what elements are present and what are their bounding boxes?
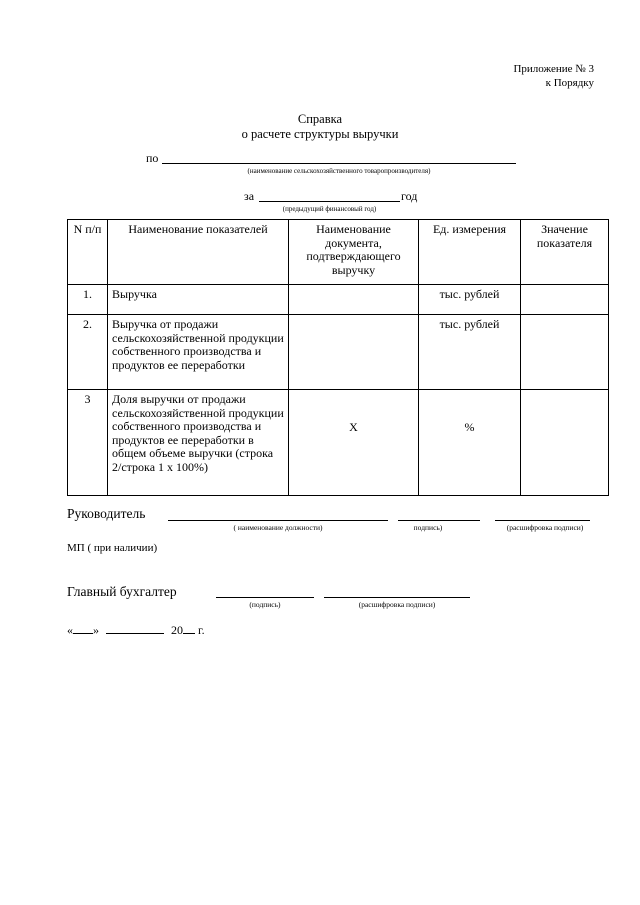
date-year-field[interactable]	[183, 623, 195, 634]
producer-prefix: по	[146, 151, 159, 165]
accountant-label: Главный бухгалтер	[67, 584, 177, 599]
row-2-value[interactable]	[521, 315, 609, 390]
row-1-unit: тыс. рублей	[419, 285, 521, 315]
table-row	[68, 390, 609, 496]
head-decode-caption: (расшифровка подписи)	[506, 523, 584, 532]
row-1-value[interactable]	[521, 285, 609, 315]
date-open-quote: «	[67, 623, 73, 637]
head-signature-line[interactable]	[398, 520, 480, 521]
appendix-line-1: Приложение № 3	[513, 63, 594, 75]
row-3-name: Доля выручки от продажи сельскохозяйственной продукции собственного производства и продуктов ее переработки в общем объеме выручки (строка 2/строка 1 х 100%)	[108, 390, 289, 496]
row-3-doc: Х	[289, 390, 419, 496]
header-num: N п/п	[68, 220, 108, 285]
row-3-unit: %	[419, 390, 521, 496]
row-2-num: 2.	[68, 315, 108, 390]
table-row	[68, 285, 609, 315]
row-1-name: Выручка	[108, 285, 289, 315]
head-position-line[interactable]	[168, 520, 388, 521]
accountant-decode-line[interactable]	[324, 597, 470, 598]
document-title: Справка	[297, 112, 343, 126]
row-3-value[interactable]	[521, 390, 609, 496]
header-value: Значение показателя	[521, 220, 609, 285]
period-field-line[interactable]	[259, 201, 400, 202]
head-label: Руководитель	[67, 506, 146, 521]
period-suffix: год	[401, 189, 418, 203]
appendix-line-2: к Порядку	[545, 77, 594, 89]
document-subtitle: о расчете структуры выручки	[241, 127, 399, 141]
accountant-signature-caption: (подпись)	[249, 600, 281, 609]
date-block	[67, 623, 205, 637]
revenue-structure-table	[67, 219, 609, 496]
head-signature-caption: подпись)	[413, 523, 443, 532]
appendix-header	[513, 62, 594, 90]
row-1-num: 1.	[68, 285, 108, 315]
date-month-field[interactable]	[106, 623, 164, 634]
table-row	[68, 315, 609, 390]
row-3-num: 3	[68, 390, 108, 496]
date-year-suffix: г.	[198, 623, 205, 637]
row-2-unit: тыс. рублей	[419, 315, 521, 390]
row-2-doc[interactable]	[289, 315, 419, 390]
header-unit: Ед. измерения	[419, 220, 521, 285]
date-day-field[interactable]	[73, 623, 93, 634]
row-2-name: Выручка от продажи сельскохозяйственной продукции собственного производства и продуктов ее переработки	[108, 315, 289, 390]
header-document: Наименование документа, подтверждающего выручку	[289, 220, 419, 285]
date-year-prefix: 20	[171, 623, 183, 637]
producer-field-line[interactable]	[162, 163, 516, 164]
date-close-quote: »	[93, 623, 99, 637]
head-position-caption: ( наименование должности)	[233, 523, 323, 532]
head-decode-line[interactable]	[495, 520, 590, 521]
producer-caption: (наименование сельскохозяйственного товаропроизводителя)	[247, 167, 431, 175]
accountant-decode-caption: (расшифровка подписи)	[358, 600, 436, 609]
row-1-doc[interactable]	[289, 285, 419, 315]
stamp-note: МП ( при наличии)	[67, 542, 158, 554]
header-name: Наименование показателей	[108, 220, 289, 285]
accountant-signature-line[interactable]	[216, 597, 314, 598]
period-caption: (предыдущий финансовый год)	[282, 205, 377, 213]
table-header-row	[68, 220, 609, 285]
period-prefix: за	[244, 189, 255, 203]
